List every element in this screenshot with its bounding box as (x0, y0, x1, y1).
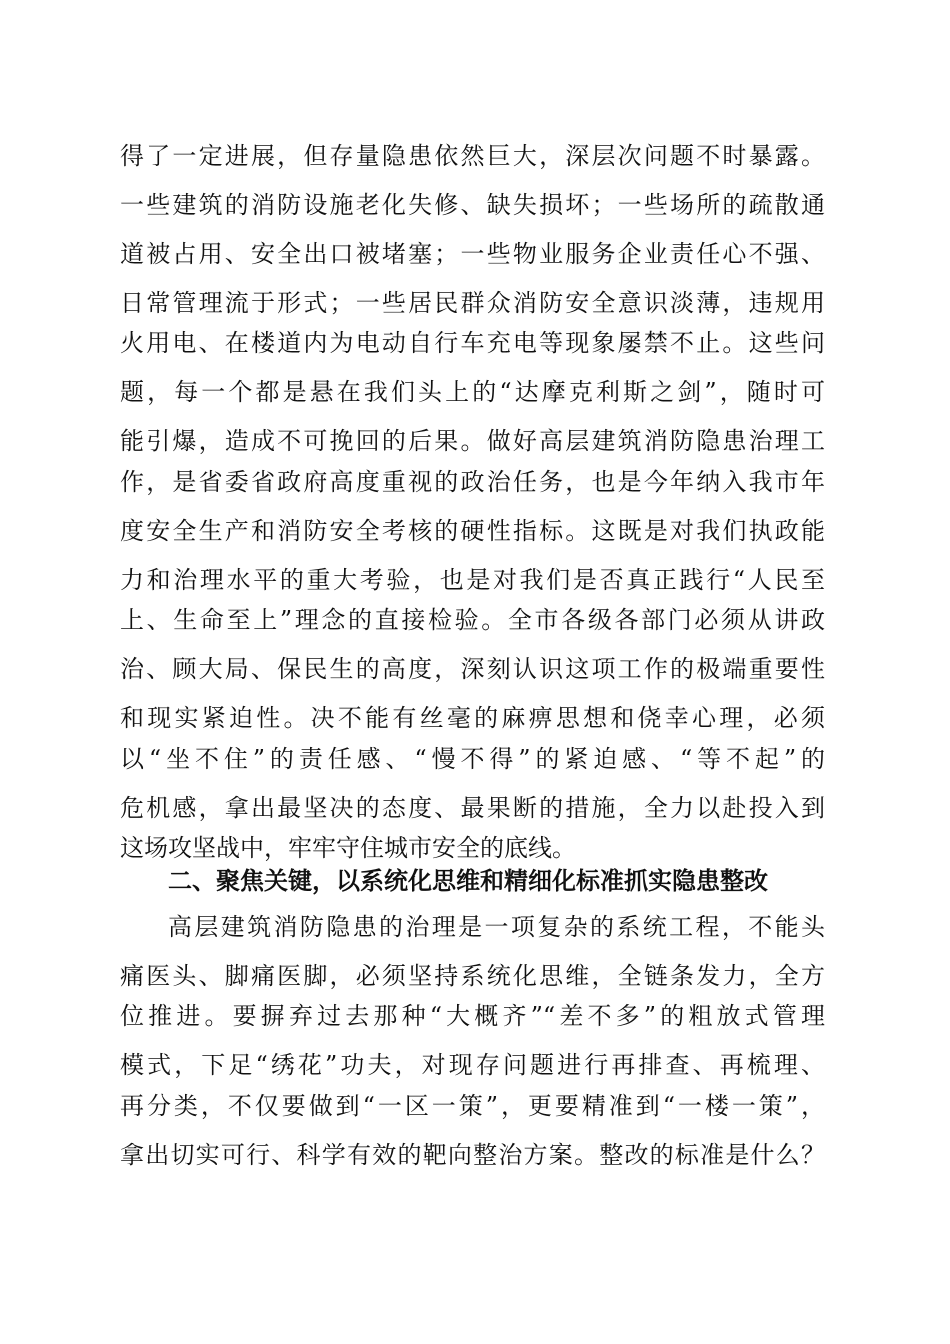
paragraph-1-line: 危机感，拿出最坚决的态度、最果断的措施，全力以赴投入到 (120, 794, 825, 822)
paragraph-1-line: 以“坐不住”的责任感、“慢不得”的紧迫感、“等不起”的 (120, 745, 825, 773)
paragraph-2-line: 拿出切实可行、科学有效的靶向整治方案。整改的标准是什么？ (120, 1141, 825, 1169)
paragraph-1-line: 火用电、在楼道内为电动自行车充电等现象屡禁不止。这些问 (120, 329, 825, 357)
paragraph-1-line: 日常管理流于形式；一些居民群众消防安全意识淡薄，违规用 (120, 289, 825, 317)
paragraph-1-line: 上、生命至上”理念的直接检验。全市各级各部门必须从讲政 (120, 606, 825, 634)
paragraph-2-line: 位推进。要摒弃过去那种“大概齐”“差不多”的粗放式管理 (120, 1002, 825, 1030)
paragraph-1-line: 能引爆，造成不可挽回的后果。做好高层建筑消防隐患治理工 (120, 427, 825, 455)
paragraph-2-line: 痛医头、脚痛医脚，必须坚持系统化思维，全链条发力，全方 (120, 962, 825, 990)
paragraph-1-line: 这场攻坚战中，牢牢守住城市安全的底线。 (120, 834, 576, 862)
paragraph-1-line: 和现实紧迫性。决不能有丝毫的麻痹思想和侥幸心理，必须 (120, 704, 825, 732)
paragraph-1-line: 度安全生产和消防安全考核的硬性指标。这既是对我们执政能 (120, 517, 825, 545)
paragraph-1-line: 治、顾大局、保民生的高度，深刻认识这项工作的极端重要性 (120, 655, 825, 683)
paragraph-1-line: 得了一定进展，但存量隐患依然巨大，深层次问题不时暴露。 (120, 142, 825, 170)
paragraph-2-line: 模式，下足“绣花”功夫，对现存问题进行再排查、再梳理、 (120, 1051, 825, 1079)
paragraph-1-line: 道被占用、安全出口被堵塞；一些物业服务企业责任心不强、 (120, 240, 825, 268)
paragraph-1-line: 一些建筑的消防设施老化失修、缺失损坏；一些场所的疏散通 (120, 191, 825, 219)
paragraph-2-line: 高层建筑消防隐患的治理是一项复杂的系统工程，不能头 (168, 913, 825, 941)
paragraph-1-line: 力和治理水平的重大考验，也是对我们是否真正践行“人民至 (120, 566, 825, 594)
section-heading: 二、聚焦关键，以系统化思维和精细化标准抓实隐患整改 (168, 867, 768, 895)
paragraph-2-line: 再分类，不仅要做到“一区一策”，更要精准到“一楼一策”， (120, 1092, 825, 1120)
paragraph-1-line: 作，是省委省政府高度重视的政治任务，也是今年纳入我市年 (120, 468, 825, 496)
paragraph-1-line: 题，每一个都是悬在我们头上的“达摩克利斯之剑”，随时可 (120, 378, 825, 406)
